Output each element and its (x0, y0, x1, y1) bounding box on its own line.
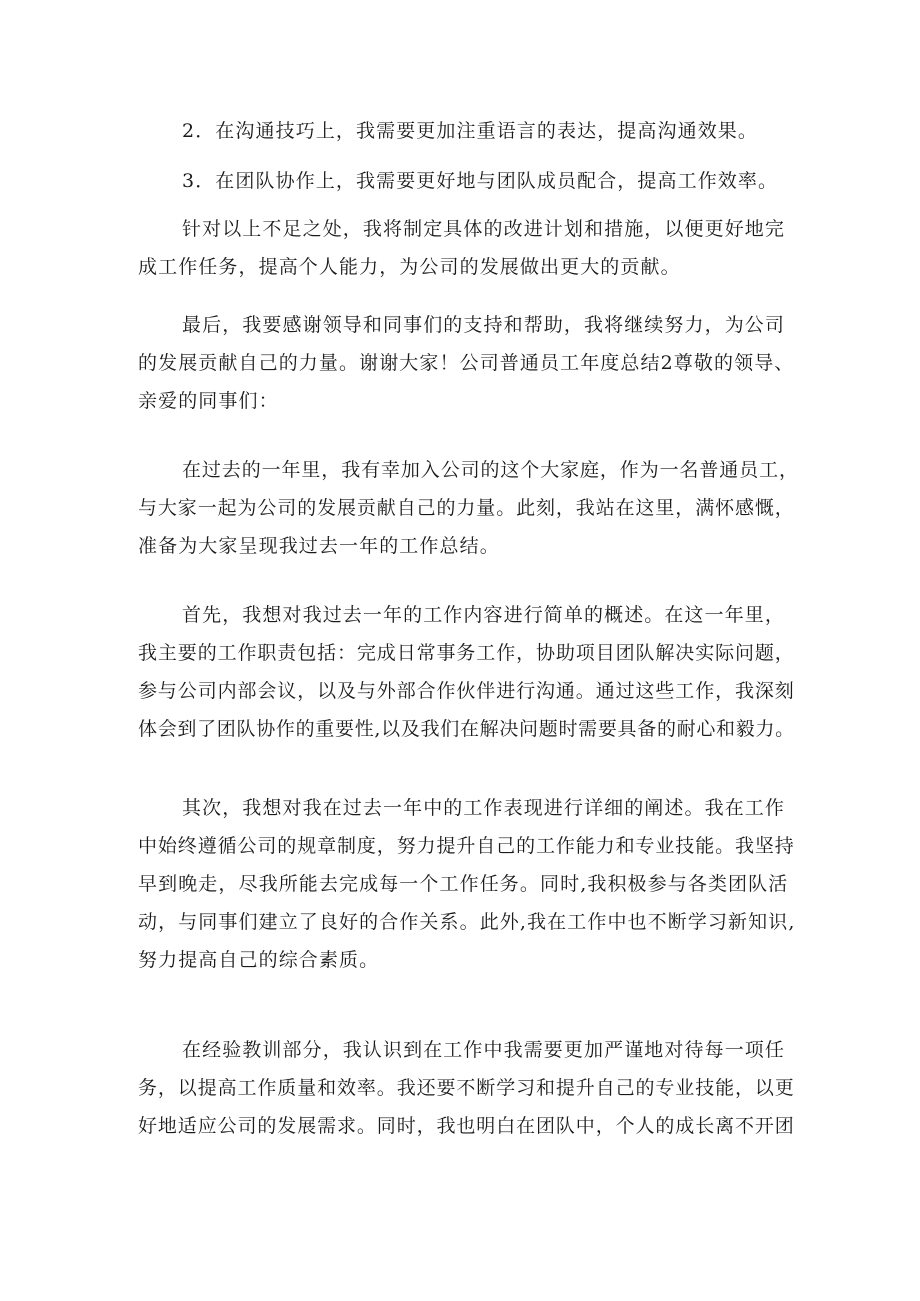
text-line: 亲爱的同事们： (138, 390, 279, 412)
paragraph-intro (138, 451, 800, 565)
text-line: 在过去的一年里，我有幸加入公司的这个大家庭，作为一名普通员工， (182, 459, 799, 481)
text-line: 其次，我想对我在过去一年中的工作表现进行详细的阐述。我在工作 (182, 797, 786, 819)
text-line: 动，与同事们建立了良好的合作关系。此外,我在工作中也不断学习新知识, (138, 911, 796, 933)
text-line: 准备为大家呈现我过去一年的工作总结。 (138, 535, 500, 557)
text-line: 努力提高自己的综合素质。 (138, 949, 380, 971)
text-line: 3．在团队协作上，我需要更好地与团队成员配合，提高工作效率。 (182, 170, 779, 192)
text-line: 务，以提高工作质量和效率。我还要不断学习和提升自己的专业技能，以更 (138, 1077, 795, 1099)
text-line: 中始终遵循公司的规章制度，努力提升自己的工作能力和专业技能。我坚持 (138, 835, 795, 857)
text-line: 成工作任务，提高个人能力，为公司的发展做出更大的贡献。 (138, 256, 681, 278)
paragraph-improvement (138, 210, 800, 286)
paragraph-lessons (138, 1031, 800, 1145)
text-line: 我主要的工作职责包括：完成日常事务工作，协助项目团队解决实际问题， (138, 642, 795, 664)
text-line: 的发展贡献自己的力量。谢谢大家！公司普通员工年度总结2尊敬的领导、 (138, 352, 795, 374)
paragraph-item-2 (138, 112, 800, 150)
paragraph-closing (138, 306, 800, 420)
paragraph-performance (138, 789, 800, 979)
text-line: 与大家一起为公司的发展贡献自己的力量。此刻，我站在这里，满怀感慨， (138, 497, 795, 519)
text-line: 最后，我要感谢领导和同事们的支持和帮助，我将继续努力，为公司 (182, 314, 786, 336)
text-line: 体会到了团队协作的重要性,以及我们在解决问题时需要具备的耐心和毅力。 (138, 718, 795, 740)
paragraph-item-3 (138, 162, 800, 200)
text-line: 参与公司内部会议，以及与外部合作伙伴进行沟通。通过这些工作，我深刻 (138, 680, 795, 702)
text-line: 在经验教训部分，我认识到在工作中我需要更加严谨地对待每一项任 (182, 1039, 786, 1061)
text-line: 针对以上不足之处，我将制定具体的改进计划和措施，以便更好地完 (182, 218, 786, 240)
text-line: 好地适应公司的发展需求。同时，我也明白在团队中，个人的成长离不开团 (138, 1115, 795, 1137)
text-line: 首先，我想对我过去一年的工作内容进行简单的概述。在这一年里， (182, 604, 786, 626)
text-line: 2．在沟通技巧上，我需要更加注重语言的表达，提高沟通效果。 (182, 120, 758, 142)
text-line: 早到晚走，尽我所能去完成每一个工作任务。同时,我积极参与各类团队活 (138, 873, 789, 895)
paragraph-work-overview (138, 596, 800, 748)
